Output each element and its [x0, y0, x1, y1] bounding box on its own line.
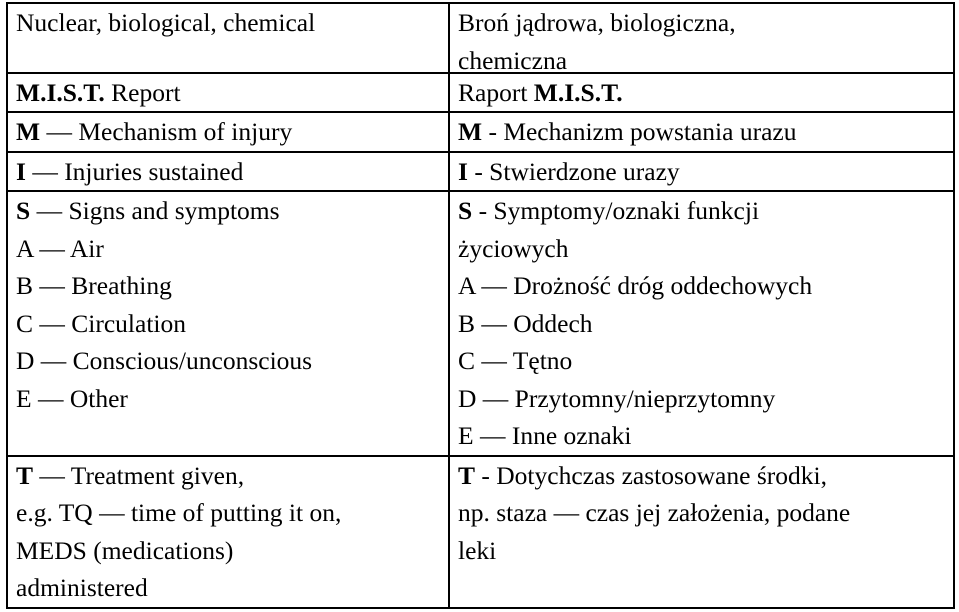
text-fragment: Raport — [458, 77, 534, 107]
text-line: np. staza — czas jej założenia, podane — [458, 498, 851, 527]
text-line — [16, 457, 442, 495]
text-line: C — Tętno — [458, 346, 573, 375]
text-line: administered — [16, 573, 148, 602]
bold-letter: I — [16, 156, 26, 186]
text-line: B — Breathing — [16, 271, 172, 300]
text-line — [458, 153, 947, 191]
text-line: D — Conscious/unconscious — [16, 346, 313, 375]
text-line — [458, 192, 947, 230]
text-line: Broń jądrowa, biologiczna, — [458, 8, 736, 37]
text-fragment: — Injuries sustained — [25, 156, 244, 186]
cell-en-m — [7, 112, 449, 152]
text-line — [16, 74, 442, 112]
bold-letter: S — [458, 196, 473, 225]
text-line — [458, 113, 947, 151]
cell-pl-i — [449, 152, 954, 192]
bold-letter: M — [458, 117, 483, 146]
cell-pl-title — [449, 3, 954, 73]
text-fragment: - Mechanizm powstania urazu — [482, 117, 797, 146]
cell-pl-s — [449, 191, 954, 456]
text-line — [16, 153, 442, 191]
cell-en-report — [7, 73, 449, 113]
text-fragment: - Stwierdzone urazy — [467, 156, 680, 186]
mist-report-document — [6, 2, 953, 608]
bold-letter: T — [16, 460, 34, 490]
table-row — [7, 152, 954, 192]
table-row — [7, 456, 954, 608]
bold-acronym: M.I.S.T. — [533, 77, 623, 107]
text-line: leki — [458, 535, 497, 565]
text-line — [458, 457, 947, 495]
text-line — [16, 192, 442, 230]
text-line: A — Air — [16, 233, 104, 263]
mist-translation-table — [6, 2, 955, 609]
bold-letter: I — [458, 156, 468, 186]
text-fragment: - Symptomy/oznaki funkcji — [472, 196, 760, 225]
text-fragment: Report — [104, 77, 181, 107]
cell-pl-t — [449, 456, 954, 608]
text-line: Nuclear, biological, chemical — [16, 8, 316, 37]
text-fragment: — Mechanism of injury — [40, 117, 293, 146]
text-line: A — Drożność dróg oddechowych — [458, 271, 813, 300]
bold-letter: T — [458, 460, 476, 490]
bold-letter: S — [16, 196, 31, 225]
text-fragment: - Dotychczas zastosowane środki, — [475, 460, 827, 490]
text-line — [458, 74, 947, 112]
text-line — [16, 113, 442, 151]
cell-en-s — [7, 191, 449, 456]
text-line: e.g. TQ — time of putting it on, — [16, 498, 342, 527]
bold-acronym: M.I.S.T. — [16, 77, 105, 107]
text-line: C — Circulation — [16, 308, 186, 338]
table-row — [7, 112, 954, 152]
text-line: E — Inne oznaki — [458, 421, 632, 450]
bold-letter: M — [16, 117, 41, 146]
table-row — [7, 191, 954, 456]
text-line: D — Przytomny/nieprzytomny — [458, 383, 776, 413]
cell-en-title — [7, 3, 449, 73]
text-line: B — Oddech — [458, 308, 593, 338]
table-row — [7, 3, 954, 73]
text-line: życiowych — [458, 233, 569, 263]
cell-pl-m — [449, 112, 954, 152]
text-fragment: — Signs and symptoms — [30, 196, 280, 225]
cell-pl-report — [449, 73, 954, 113]
text-line: chemiczna — [458, 45, 568, 75]
text-line: MEDS (medications) — [16, 535, 234, 565]
cell-en-t — [7, 456, 449, 608]
table-row — [7, 73, 954, 113]
cell-en-i — [7, 152, 449, 192]
text-line: E — Other — [16, 383, 128, 413]
text-fragment: — Treatment given, — [33, 460, 245, 490]
